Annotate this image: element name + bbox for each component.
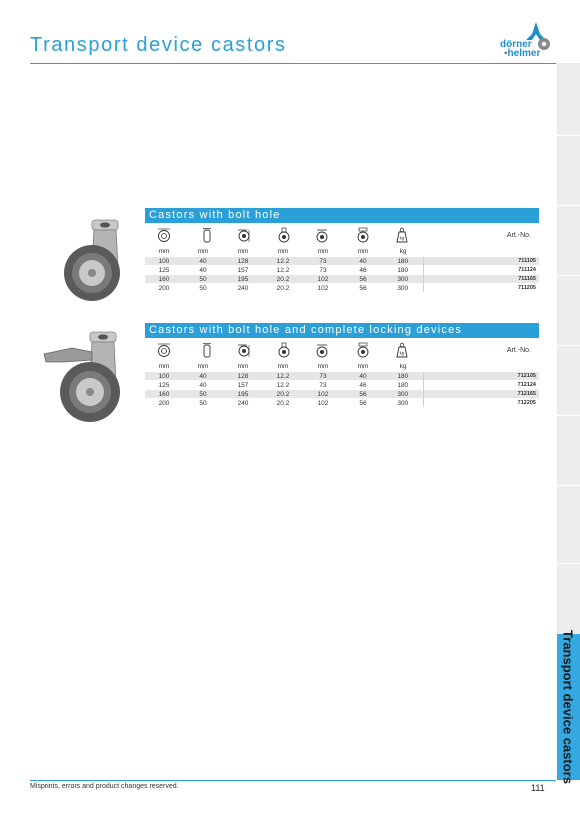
brand-logo-text: dörner ▪helmer [500, 39, 541, 59]
side-tab-label: Transport device castors [560, 630, 576, 784]
table-row: 200 50 240 20.2 102 56 300 712205 [145, 399, 539, 408]
units-row: mm mm mm mm mm mm kg [158, 248, 407, 255]
article-number: 712165 [487, 390, 539, 399]
icon-row [145, 338, 539, 362]
table-row: 100 40 128 12.2 73 40 180 711105 [145, 257, 539, 266]
wheel-width-icon [200, 342, 214, 358]
article-number: 711165 [487, 275, 539, 284]
header-rule [30, 63, 556, 64]
article-number: 711105 [487, 257, 539, 266]
footer-disclaimer: Misprints, errors and product changes reserved. [30, 783, 179, 790]
offset-icon [315, 227, 329, 243]
page-title: Transport device castors [30, 34, 287, 56]
article-number: 712105 [487, 372, 539, 381]
units-row: mm mm mm mm mm mm kg [158, 363, 407, 370]
bolt-hole-icon [277, 227, 291, 243]
icon-row [145, 223, 539, 247]
article-number: 711124 [487, 266, 539, 275]
art-no-label: Art.-No. [506, 347, 531, 354]
section-bolt-hole-locking [145, 323, 539, 407]
svg-text:kg: kg [399, 235, 405, 241]
section-heading: Castors with bolt hole [145, 208, 539, 223]
footer-rule [30, 780, 556, 781]
load-capacity-icon [395, 227, 409, 243]
table-row: 200 50 240 20.2 102 56 300 711205 [145, 284, 539, 293]
overall-height-icon [237, 342, 251, 358]
article-number: 712205 [487, 399, 539, 408]
castor-wheel-image [62, 218, 132, 308]
table-row: 125 40 157 12.2 73 46 180 711124 [145, 266, 539, 275]
load-capacity-icon [395, 342, 409, 358]
svg-text:kg: kg [399, 350, 405, 356]
section-bolt-hole [145, 208, 539, 292]
overall-height-icon [237, 227, 251, 243]
table-row: 160 50 195 20.2 102 56 300 711165 [145, 275, 539, 284]
table-row: 160 50 195 20.2 102 56 300 712165 [145, 390, 539, 399]
spec-table [145, 362, 539, 407]
table-row: 125 40 157 12.2 73 46 180 712124 [145, 381, 539, 390]
wheel-width-icon [200, 227, 214, 243]
wheel-diameter-icon [157, 227, 171, 243]
article-number: 711205 [487, 284, 539, 293]
offset-icon [315, 342, 329, 358]
plate-icon [356, 342, 370, 358]
spec-table [145, 247, 539, 292]
wheel-diameter-icon [157, 342, 171, 358]
table-row: 100 40 128 12.2 73 40 180 712105 [145, 372, 539, 381]
section-heading: Castors with bolt hole and complete locking devices [145, 323, 539, 338]
plate-icon [356, 227, 370, 243]
bolt-hole-icon [277, 342, 291, 358]
article-number: 712124 [487, 381, 539, 390]
castor-wheel-locking-image [42, 330, 136, 428]
page-number: 111 [531, 783, 545, 793]
art-no-label: Art.-No. [506, 232, 531, 239]
